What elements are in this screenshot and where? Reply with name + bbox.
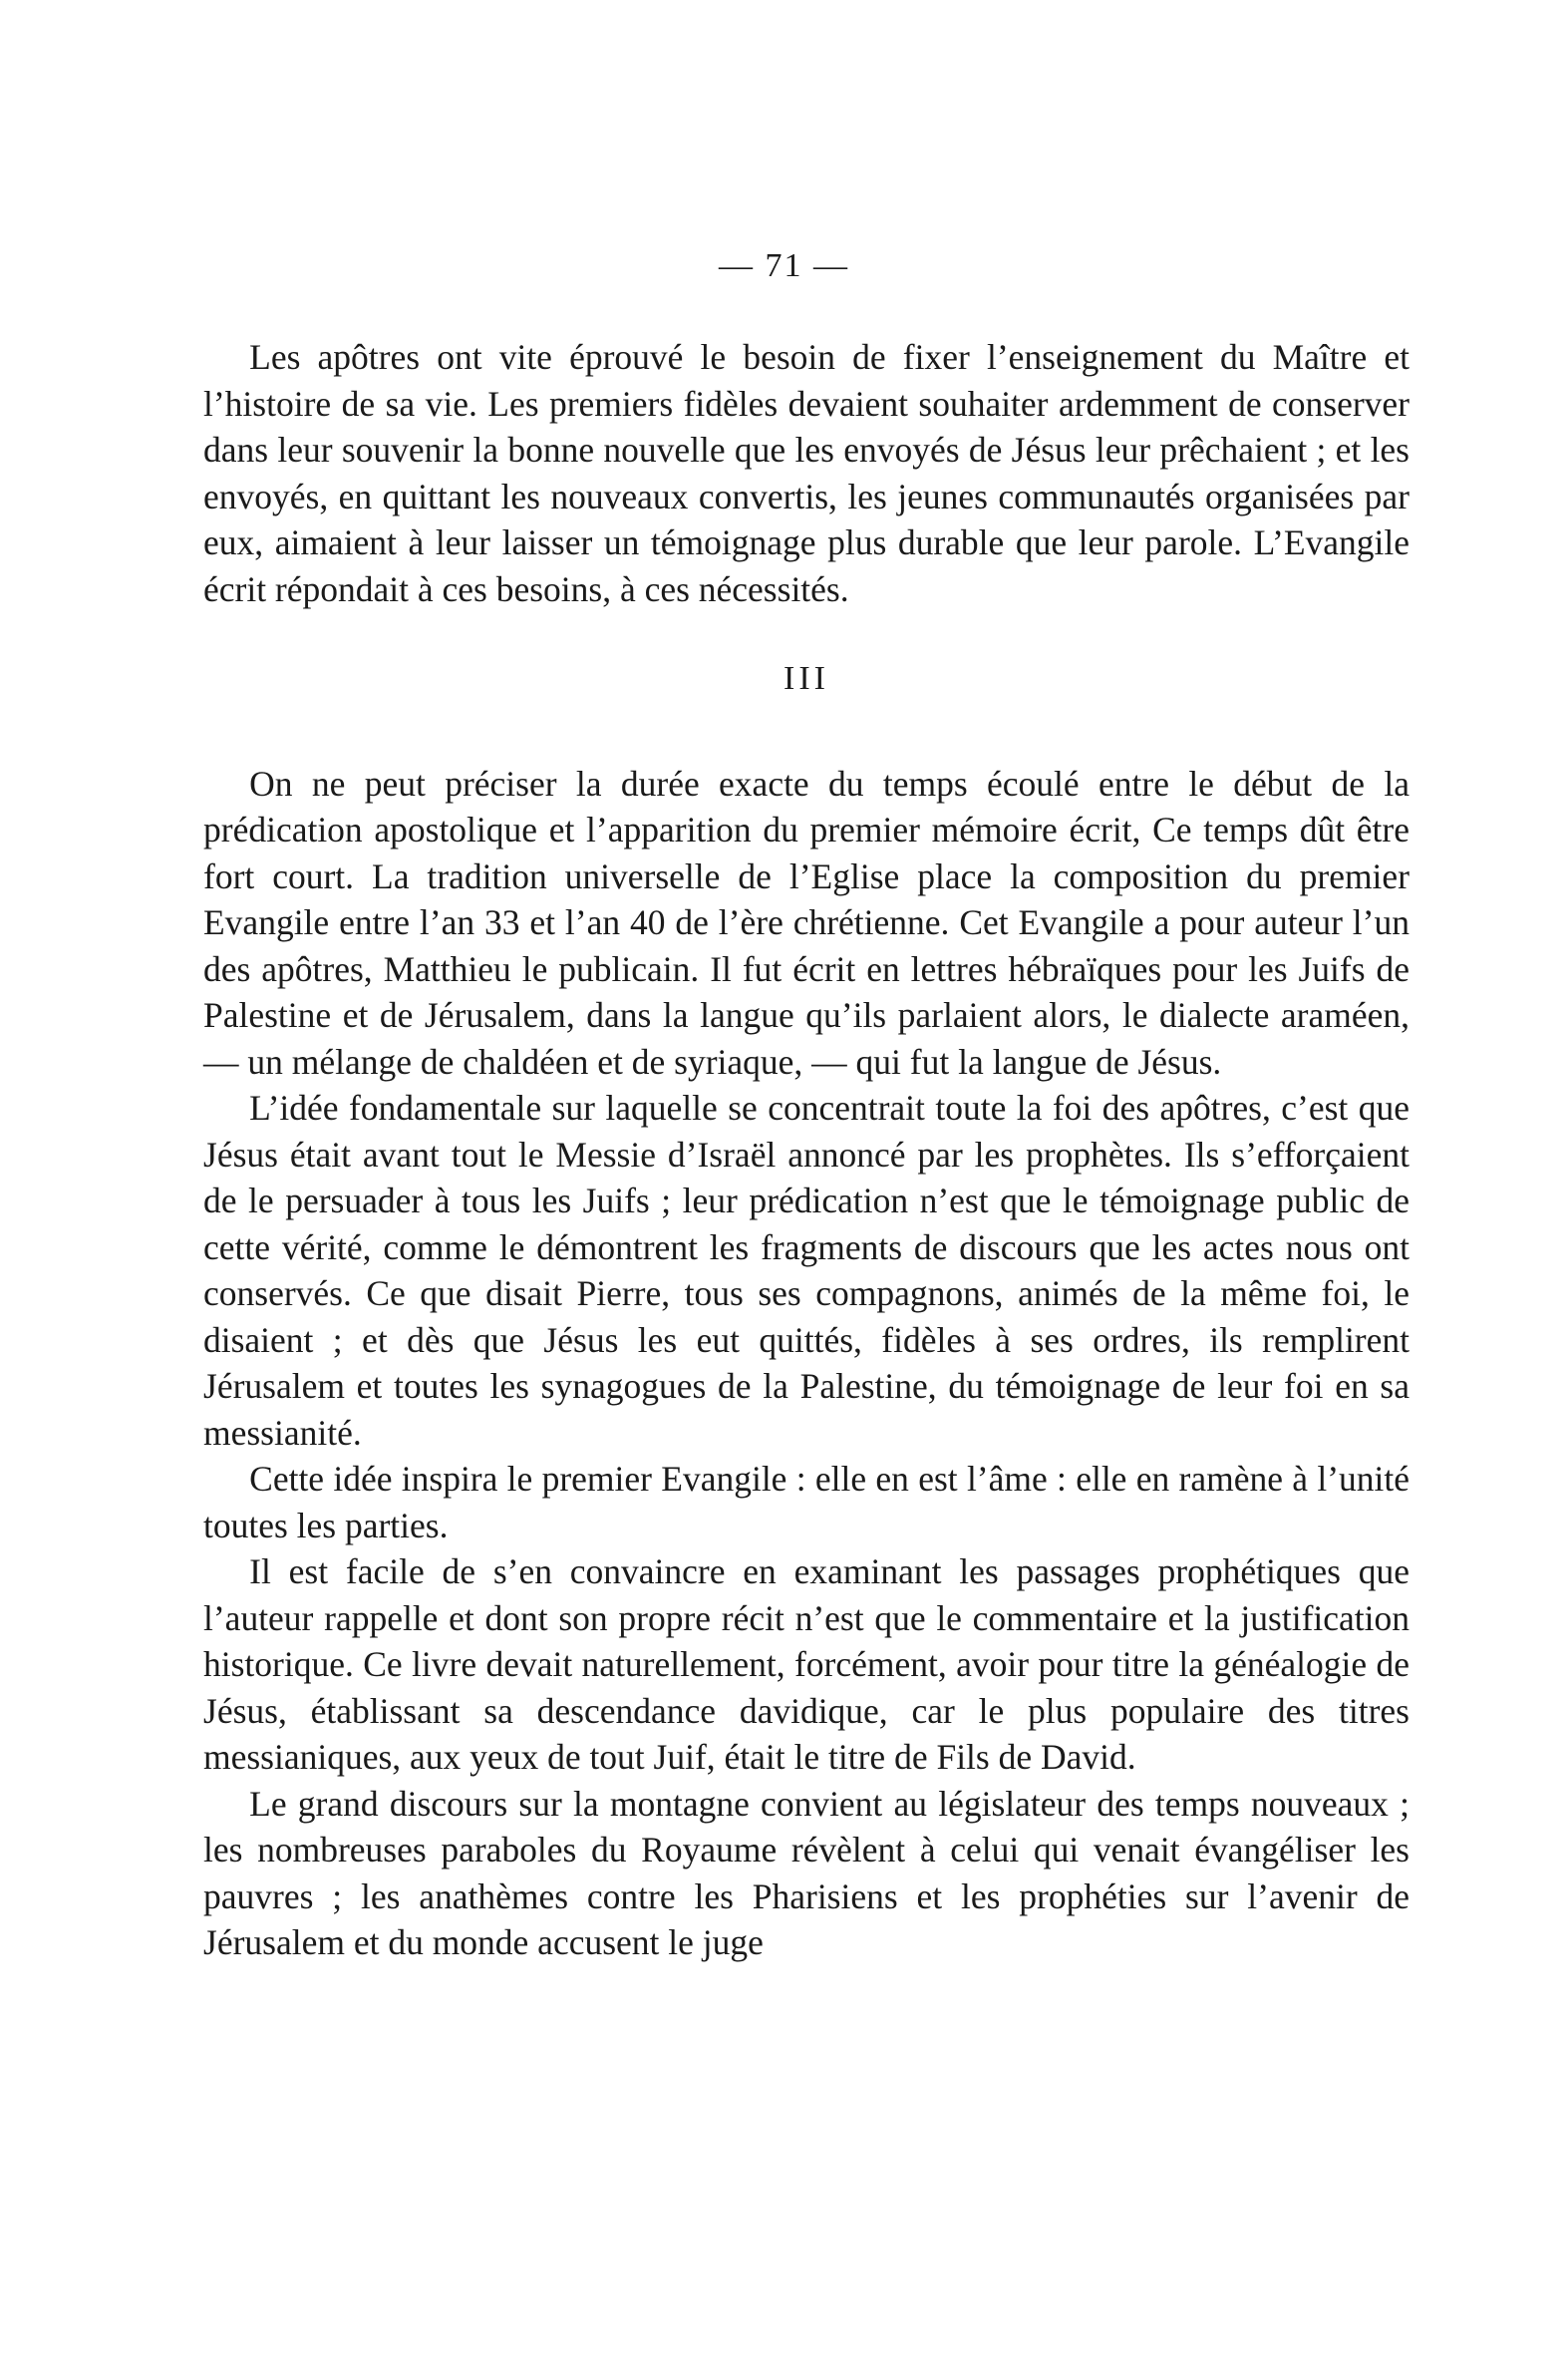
section-heading: III [784,660,829,697]
intro-paragraph: Les apôtres ont vite éprouvé le besoin de fixer l’enseignement du Maître et l’histoire de sa vie. Les premiers fidèles devaient souhaiter ardemment de conserver dans leur souvenir la bonne nouvelle que les envoyés de Jésus leur prêchaient ; et les envoyés, en quittant les nouveaux convertis, les jeunes communautés organisées par eux, aimaient à leur laisser un témoignage plus durable que leur parole. L’Evangile écrit répondait à ces besoins, à ces nécessités. [203,337,1410,609]
paragraph: Il est facile de s’en convaincre en examinant les passages prophétiques que l’auteur rappelle et dont son propre récit n’est que le commentaire et la justification historique. Ce livre devait naturellement, forcément, avoir pour titre la généalogie de Jésus, établissant sa descendance davidique, car le plus populaire des titres messianiques, aux yeux de tout Juif, était le titre de Fils de David. [203,1551,1410,1777]
paragraph: On ne peut préciser la durée exacte du temps écoulé entre le début de la prédication apostolique et l’apparition du premier mémoire écrit, Ce temps dût être fort court. La tradition universelle de l’Eglise place la composition du premier Evangile entre l’an 33 et l’an 40 de l’ère chrétienne. Cet Evangile a pour auteur l’un des apôtres, Matthieu le publicain. Il fut écrit en lettres hébraïques pour les Juifs de Palestine et de Jérusalem, dans la langue qu’ils parlaient alors, le dialecte araméen, — un mélange de chaldéen et de syriaque, — qui fut la langue de Jésus. [203,763,1410,1082]
paragraph: L’idée fondamentale sur laquelle se concentrait toute la foi des apôtres, c’est que Jésus était avant tout le Messie d’Israël annoncé par les prophètes. Ils s’efforçaient de le persuader à tous les Juifs ; leur prédication n’est que le témoignage public de cette vérité, comme le démontrent les fragments de discours que les actes nous ont conservés. Ce que disait Pierre, tous ses compagnons, animés de la même foi, le disaient ; et dès que Jésus les eut quittés, fidèles à ses ordres, ils remplirent Jérusalem et toutes les synagogues de la Palestine, du témoignage de leur foi en sa messianité. [203,1088,1410,1453]
paragraph: Le grand discours sur la montagne convient au législateur des temps nouveaux ; les nombreuses paraboles du Royaume révèlent à celui qui venait évangéliser les pauvres ; les anathèmes contre les Pharisiens et les prophéties sur l’avenir de Jérusalem et du monde accusent le juge [203,1783,1410,1962]
page-number: — 71 — [719,247,849,284]
text-body [203,334,1410,1966]
paragraph: Cette idée inspira le premier Evangile : elle en est l’âme : elle en ramène à l’unité toutes les parties. [203,1459,1410,1545]
